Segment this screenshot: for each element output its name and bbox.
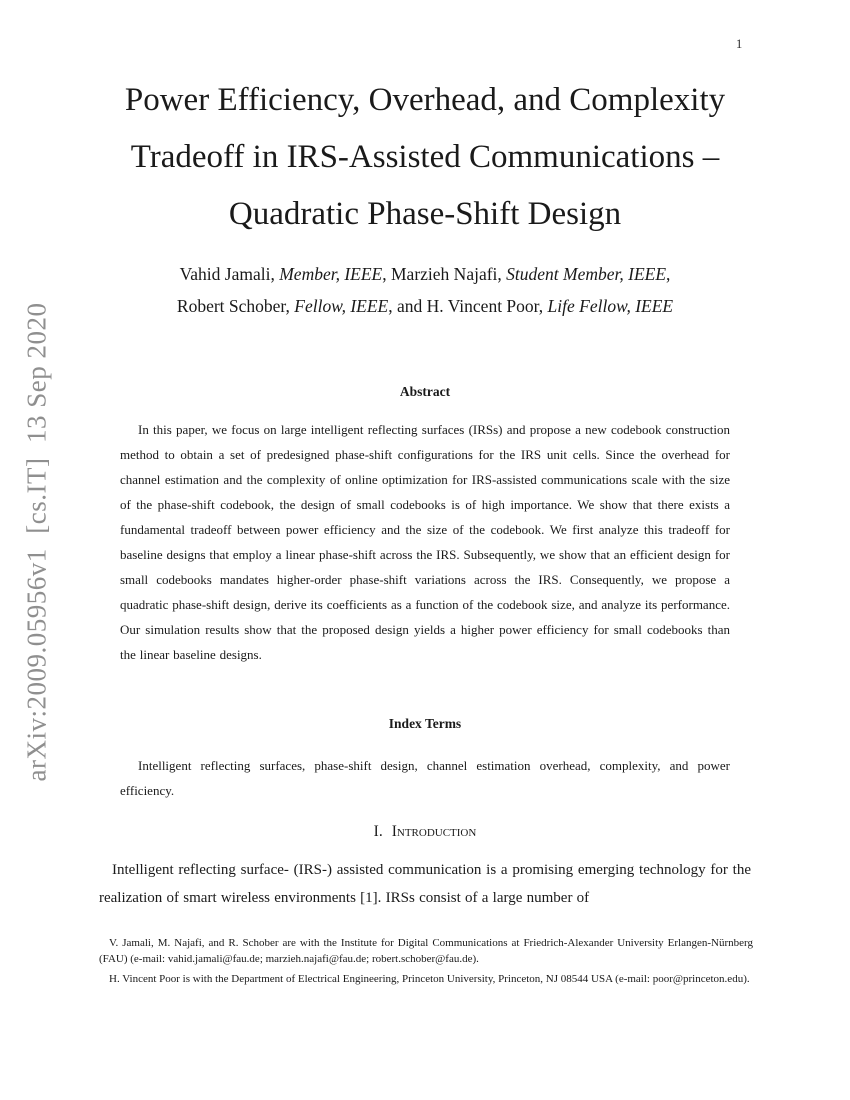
introduction-paragraph: Intelligent reflecting surface- (IRS-) assisted communication is a promising emerging technology for the realization of smart wireless environments [1]. IRSs consist of a large number of xyxy=(99,862,751,906)
title-line-3: Quadratic Phase-Shift Design xyxy=(228,196,622,232)
footnote-affiliation-2: H. Vincent Poor is with the Department of Electrical Engineering, Princeton University, Princeton, NJ 08544 USA (e-mail: poor@princeton.edu). xyxy=(109,972,750,985)
footnotes xyxy=(99,936,753,987)
index-terms-text: Intelligent reflecting surfaces, phase-shift design, channel estimation overhead, complexity, and power efficiency. xyxy=(120,758,730,798)
page-number: 1 xyxy=(736,37,743,51)
paper-title xyxy=(0,72,850,243)
arxiv-watermark: arXiv:2009.05956v1 [cs.IT] 13 Sep 2020 xyxy=(21,302,52,782)
abstract-heading: Abstract xyxy=(399,384,451,399)
author-line-1: Vahid Jamali, Member, IEEE, Marzieh Najafi, Student Member, IEEE, xyxy=(179,264,671,284)
title-line-2: Tradeoff in IRS-Assisted Communications – xyxy=(130,139,720,175)
footnote-affiliation-1: V. Jamali, M. Najafi, and R. Schober are with the Institute for Digital Communications at Friedrich-Alexander University Erlangen-Nürnberg (FAU) (e-mail: vahid.jamali@fau.de; marzieh.najafi@fau.de; robert.schober@fau.de). xyxy=(99,937,753,965)
author-line-2: Robert Schober, Fellow, IEEE, and H. Vincent Poor, Life Fellow, IEEE xyxy=(176,296,674,316)
section-number: I. xyxy=(373,823,383,840)
index-terms-heading: Index Terms xyxy=(388,716,462,731)
section-title: Introduction xyxy=(391,823,477,840)
abstract-text: In this paper, we focus on large intelligent reflecting surfaces (IRSs) and propose a new codebook construction method to obtain a set of predesigned phase-shift configurations for the IRS unit cells. Since the overhead for channel estimation and the complexity of online optimization for IRS-assisted communications scale with the size of the phase-shift codebook, the design of small codebooks is of high importance. We show that there exists a fundamental tradeoff between power efficiency and the size of the codebook. We first analyze this tradeoff for baseline designs that employ a linear phase-shift across the IRS. Subsequently, we show that an efficient design for small codebooks mandates higher-order phase-shift variations across the IRS. Consequently, we propose a quadratic phase-shift design, derive its coefficients as a function of the codebook size, and analyze its performance. Our simulation results show that the proposed design yields a higher power efficiency for small codebooks than the linear baseline designs. xyxy=(120,422,730,662)
author-list xyxy=(0,258,850,322)
title-line-1: Power Efficiency, Overhead, and Complexity xyxy=(124,82,726,118)
section-heading-introduction xyxy=(0,823,850,841)
